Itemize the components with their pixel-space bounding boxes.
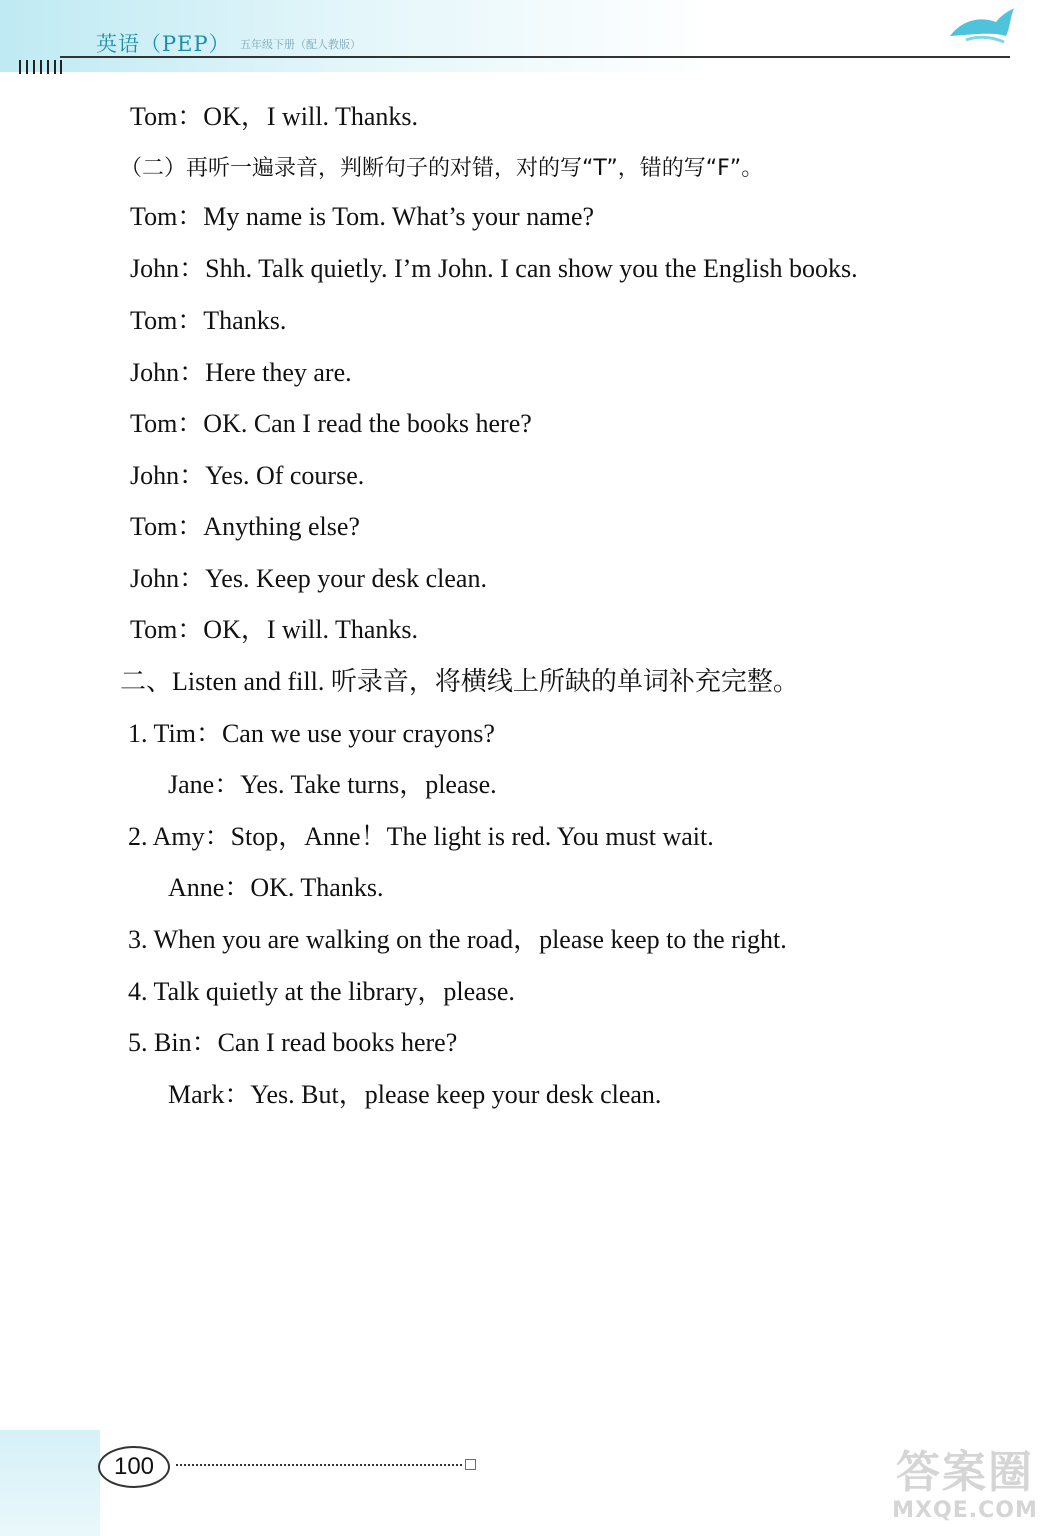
numbered-item: 5. Bin：Can I read books here? bbox=[128, 1028, 458, 1057]
numbered-item: 1. Tim：Can we use your crayons? bbox=[128, 719, 495, 748]
watermark bbox=[880, 1448, 1050, 1536]
footer-band bbox=[0, 1430, 100, 1536]
text-line: Tom：OK，I will. Thanks. bbox=[130, 102, 419, 131]
text-line: Tom：Thanks. bbox=[130, 306, 287, 335]
book-title: 英语（PEP） bbox=[96, 32, 231, 56]
section-instruction: （二）再听一遍录音，判断句子的对错，对的写“T”，错的写“F”。 bbox=[120, 156, 764, 181]
section-heading: 二、Listen and fill. 听录音，将横线上所缺的单词补充完整。 bbox=[120, 667, 799, 696]
text-line: John：Yes. Of course. bbox=[130, 461, 365, 490]
footer-square-icon bbox=[465, 1459, 476, 1470]
text-line: Tom：OK. Can I read the books here? bbox=[130, 409, 532, 438]
text-line: Tom：OK，I will. Thanks. bbox=[130, 615, 419, 644]
watermark-text: 答案圈 bbox=[896, 1447, 1034, 1498]
text-line: Mark：Yes. But，please keep your desk clean. bbox=[168, 1080, 662, 1109]
text-line: Anne：OK. Thanks. bbox=[168, 873, 384, 902]
text-line: Jane：Yes. Take turns，please. bbox=[168, 770, 497, 799]
header-tick-marks bbox=[18, 60, 62, 74]
numbered-item: 2. Amy：Stop，Anne！The light is red. You must wait. bbox=[128, 822, 714, 851]
page-number: 100 bbox=[98, 1446, 170, 1488]
text-line: John：Shh. Talk quietly. I’m John. I can show you the English books. bbox=[130, 254, 858, 283]
watermark-url: MXQE.COM bbox=[892, 1498, 1038, 1523]
numbered-item: 3. When you are walking on the road，please keep to the right. bbox=[128, 925, 787, 954]
text-line: Tom：My name is Tom. What’s your name? bbox=[130, 202, 595, 231]
book-subtitle: 五年级下册（配人教版） bbox=[240, 38, 361, 51]
header-rule bbox=[60, 56, 1010, 58]
dolphin-decoration-icon bbox=[946, 6, 1016, 50]
text-line: John：Yes. Keep your desk clean. bbox=[130, 564, 487, 593]
footer-dotted-rule bbox=[176, 1464, 462, 1466]
numbered-item: 4. Talk quietly at the library，please. bbox=[128, 977, 515, 1006]
text-line: John：Here they are. bbox=[130, 358, 352, 387]
text-line: Tom：Anything else? bbox=[130, 512, 360, 541]
